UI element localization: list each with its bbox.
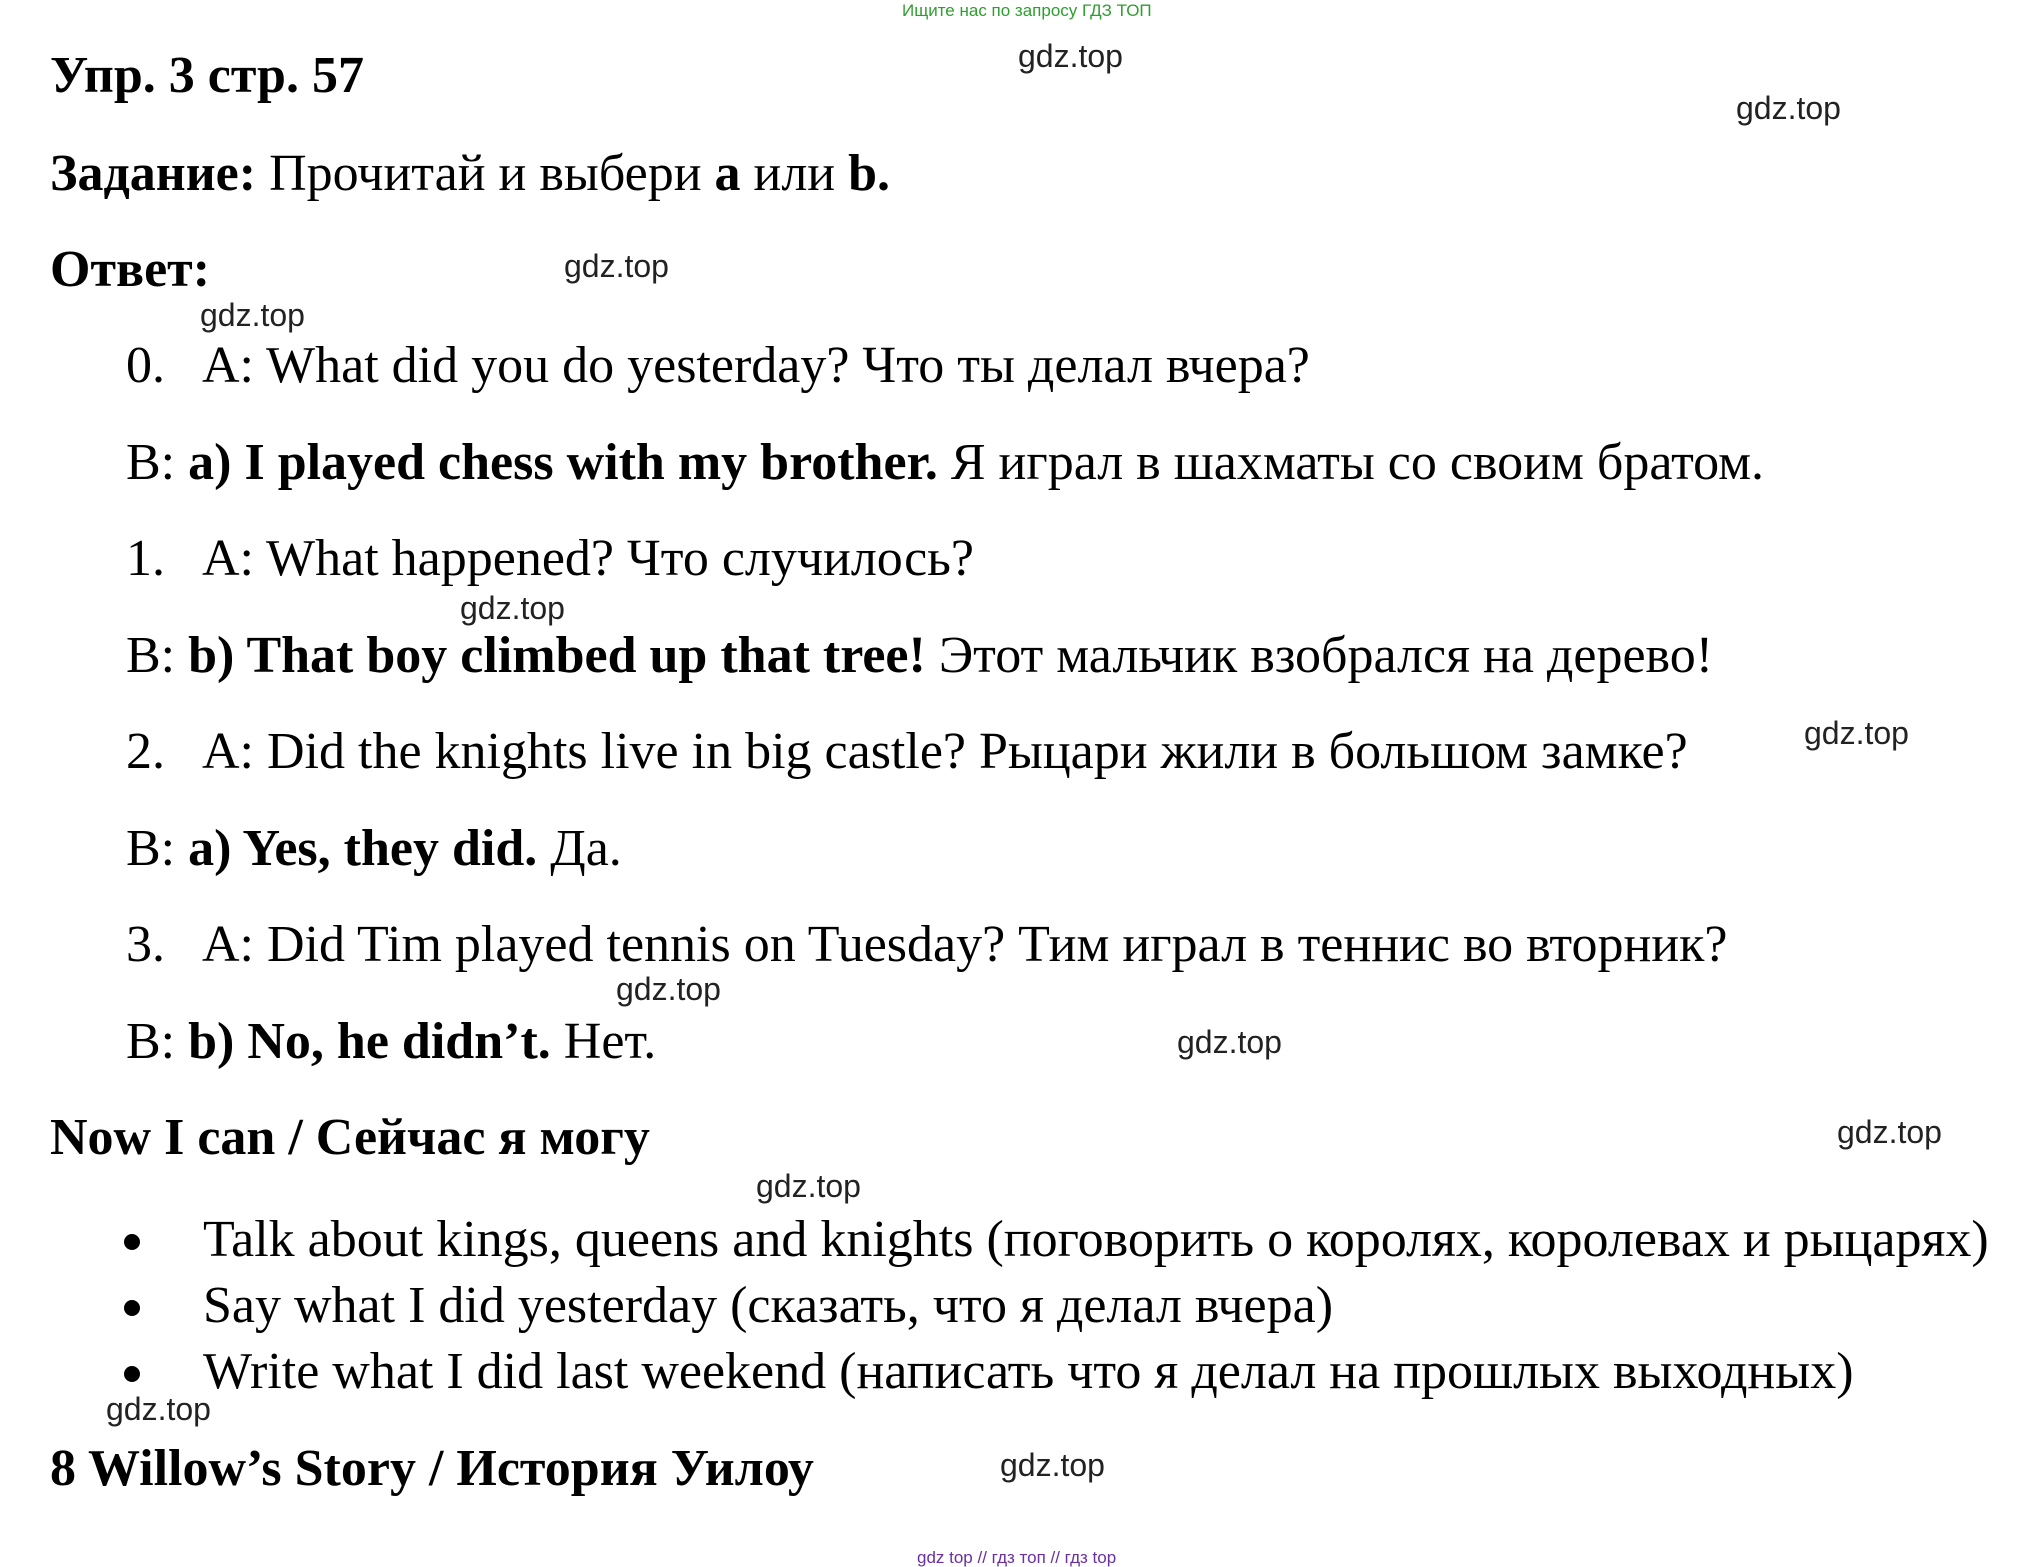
watermark: gdz.top: [1837, 1114, 1942, 1150]
question-text: A: What did you do yesterday? Что ты делал вчера?: [202, 337, 1310, 394]
question-number: 2.: [126, 723, 165, 780]
answer-label: Ответ:: [50, 241, 211, 298]
answer-prefix: B:: [126, 434, 189, 491]
task-text: Прочитай и выбери: [256, 145, 715, 202]
watermark: gdz.top: [616, 971, 721, 1007]
watermark: gdz.top: [200, 297, 305, 333]
answer-prefix: B:: [126, 1013, 189, 1070]
list-item: Write what I did last weekend (написать что я делал на прошлых выходных): [203, 1343, 1854, 1400]
task-text-mid: или: [740, 145, 849, 202]
question-text: A: What happened? Что случилось?: [202, 530, 974, 587]
answer-choice: b) No, he didn’t.: [188, 1013, 551, 1070]
bottom-links[interactable]: gdz top // гдз топ // гдз top: [917, 1548, 1117, 1567]
question-1: [126, 530, 974, 587]
task-line: [50, 145, 891, 202]
answer-2: [126, 820, 622, 877]
answer-0: [126, 434, 1765, 491]
answer-choice: a) Yes, they did.: [188, 820, 538, 877]
answer-translation: Да.: [537, 820, 622, 877]
answer-choice: a) I played chess with my brother.: [188, 434, 938, 491]
question-3: [126, 916, 1728, 973]
question-2: [126, 723, 1688, 780]
watermark: gdz.top: [1177, 1024, 1282, 1060]
watermark: gdz.top: [1000, 1447, 1105, 1483]
watermark: gdz.top: [460, 590, 565, 626]
question-number: 0.: [126, 337, 165, 394]
list-item: Talk about kings, queens and knights (поговорить о королях, королевах и рыцарях): [203, 1211, 1989, 1268]
question-0: [126, 337, 1310, 394]
watermark: gdz.top: [106, 1391, 211, 1427]
task-label: Задание:: [50, 145, 257, 202]
list-item: Say what I did yesterday (сказать, что я делал вчера): [203, 1277, 1334, 1334]
question-text: A: Did the knights live in big castle? Рыцари жили в большом замке?: [202, 723, 1688, 780]
answer-translation: Я играл в шахматы со своим братом.: [937, 434, 1765, 491]
task-option-a: a: [714, 145, 741, 202]
question-number: 3.: [126, 916, 165, 973]
answer-prefix: B:: [126, 820, 189, 877]
answer-translation: Этот мальчик взобрался на дерево!: [925, 627, 1714, 684]
answer-prefix: B:: [126, 627, 189, 684]
bullet-icon: [124, 1366, 140, 1382]
watermark: gdz.top: [564, 248, 669, 284]
bullet-icon: [124, 1300, 140, 1316]
page-title: Упр. 3 стр. 57: [50, 47, 364, 104]
watermark: gdz.top: [1736, 90, 1841, 126]
question-number: 1.: [126, 530, 165, 587]
watermark: gdz.top: [1804, 715, 1909, 751]
now-i-can-heading: Now I can / Сейчас я могу: [50, 1109, 650, 1166]
watermark: gdz.top: [1018, 38, 1123, 74]
task-option-b: b.: [848, 145, 891, 202]
answer-1: [126, 627, 1714, 684]
bullet-icon: [124, 1234, 140, 1250]
question-text: A: Did Tim played tennis on Tuesday? Тим играл в теннис во вторник?: [202, 916, 1728, 973]
next-chapter-heading: 8 Willow’s Story / История Уилоу: [50, 1440, 814, 1497]
answer-translation: Нет.: [550, 1013, 657, 1070]
watermark: gdz.top: [756, 1168, 861, 1204]
top-banner[interactable]: Ищите нас по запросу ГДЗ ТОП: [902, 1, 1152, 20]
answer-choice: b) That boy climbed up that tree!: [188, 627, 926, 684]
answer-3: [126, 1013, 657, 1070]
